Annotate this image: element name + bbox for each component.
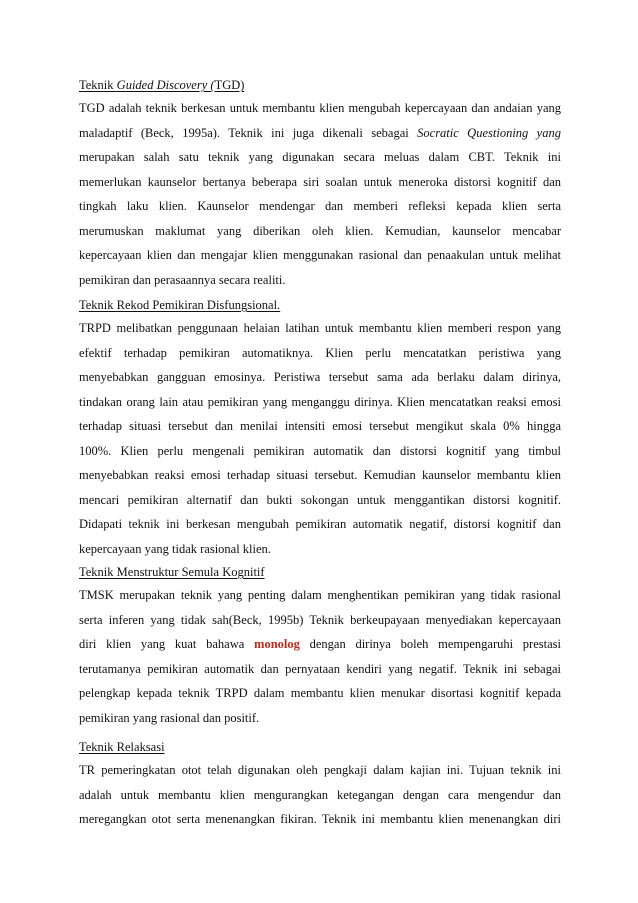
paragraph-line: serta inferen yang tidak sah(Beck, 1995b) Teknik berkeupayaan menyediakan kepercayaan <box>79 612 561 627</box>
section-guided-discovery <box>79 74 561 292</box>
paragraph-line: Didapati teknik ini berkesan mengubah pemikiran automatik negatif, distorsi kognitif dan <box>79 517 561 531</box>
highlighted-word: monolog <box>254 637 300 651</box>
paragraph-line: TMSK merupakan teknik yang penting dalam menghentikan pemikiran yang tidak rasional <box>79 588 561 602</box>
section-relaksasi <box>79 736 561 832</box>
paragraph-line: efektif terhadap pemikiran automatiknya. Klien perlu mencatatkan peristiwa yang <box>79 345 561 360</box>
paragraph-line: TR pemeringkatan otot telah digunakan oleh pengkaji dalam kajian ini. Tujuan teknik ini <box>79 763 561 777</box>
paragraph-line: mencari pemikiran alternatif dan bukti sokongan untuk menggantikan distorsi kognitif. <box>79 492 561 507</box>
paragraph-line: pemikiran yang rasional dan positif. <box>79 710 260 725</box>
paragraph-line: kepercayaan yang tidak rasional klien. <box>79 541 271 556</box>
section-heading: Teknik Rekod Pemikiran Disfungsional. <box>79 298 281 312</box>
paragraph-line: pemikiran dan perasaannya secara realiti. <box>79 272 286 287</box>
paragraph-line: meregangkan otot serta menenangkan fikiran. Teknik ini membantu klien menenangkan diri <box>79 812 561 826</box>
section-menstruktur-semula <box>79 561 561 730</box>
section-heading: Teknik Relaksasi <box>79 740 165 754</box>
paragraph-line: TRPD melibatkan penggunaan helaian latihan untuk membantu klien memberi respon yang <box>79 321 561 335</box>
section-heading: Teknik Guided Discovery (TGD) <box>79 78 245 92</box>
paragraph-line: TGD adalah teknik berkesan untuk membantu klien mengubah kepercayaan dan andaian yang <box>79 101 561 115</box>
paragraph-line: terutamanya pemikiran automatik dan pernyataan kendiri yang negatif. Teknik ini sebagai <box>79 661 561 676</box>
paragraph-line: tindakan orang lain atau pemikiran yang menganggu dirinya. Klien mencatatkan reaksi emosi <box>79 394 561 409</box>
paragraph-line: diri klien yang kuat bahawa monolog dengan dirinya boleh mempengaruhi prestasi <box>79 637 561 651</box>
paragraph-line: kepercayaan klien dan mengajar klien menggunakan rasional dan penaakulan untuk melihat <box>79 248 561 262</box>
paragraph-line: menyebabkan reaksi emosi terhadap situasi tersebut. Kemudian kaunselor membantu klien <box>79 468 561 482</box>
paragraph-line: merumuskan maklumat yang diberikan oleh klien. Kemudian, kaunselor mencabar <box>79 223 561 238</box>
paragraph-line: memerlukan kaunselor bertanya beberapa siri soalan untuk meneroka distorsi kognitif dan <box>79 174 561 189</box>
paragraph-line: tingkah laku klien. Kaunselor mendengar dan memberi refleksi kepada klien serta <box>79 199 561 213</box>
paragraph-line: menyebabkan gangguan emosinya. Peristiwa tersebut sama ada berlaku dalam dirinya, <box>79 370 561 384</box>
paragraph-line: pelengkap kepada teknik TRPD dalam membantu klien menukar disortasi kognitif kepada <box>79 686 561 700</box>
paragraph-line: maladaptif (Beck, 1995a). Teknik ini juga dikenali sebagai Socratic Questioning yang <box>79 125 561 140</box>
section-heading: Teknik Menstruktur Semula Kognitif <box>79 565 265 579</box>
paragraph-line: terhadap situasi tersebut dan menilai intensiti emosi tersebut mengikut skala 0% hingga <box>79 419 561 433</box>
paragraph-line: 100%. Klien perlu mengenali pemikiran automatik dan distorsi kognitif yang timbul <box>79 443 561 458</box>
paragraph-line: adalah untuk membantu klien mengurangkan ketegangan dengan cara mengendur dan <box>79 787 561 802</box>
section-rekod-pemikiran <box>79 294 561 561</box>
paragraph-line: merupakan salah satu teknik yang digunakan secara meluas dalam CBT. Teknik ini <box>79 150 561 164</box>
